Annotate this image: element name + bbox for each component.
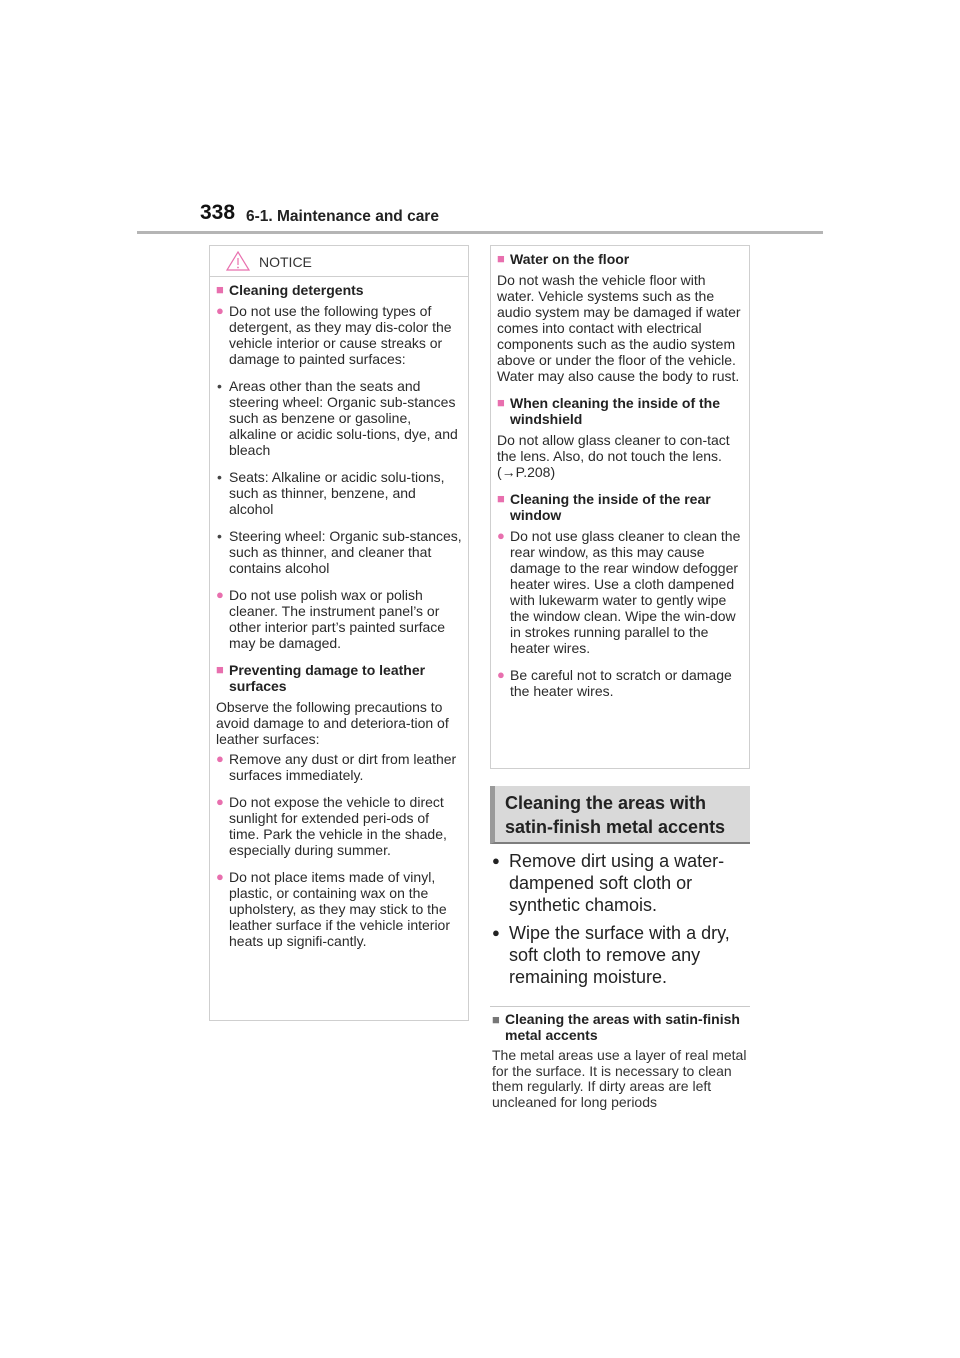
satin-step-2: ● Wipe the surface with a dry, soft cloth to remove any remaining moisture. [492, 922, 754, 988]
notice-content [210, 277, 468, 949]
page-number: 338 [200, 201, 236, 224]
windshield-text: Do not allow glass cleaner to con-tact the lens. Also, do not touch the lens. (→P.208) [497, 432, 730, 480]
leather-bullet-1: ● Remove any dust or dirt from leather surfaces immediately. [216, 751, 462, 783]
leather-intro: Observe the following precautions to avoid damage to and deteriora-tion of leather surfaces: [216, 699, 449, 747]
detergent-item-steering: • Steering wheel: Organic sub-stances, such as thinner, and cleaner that contains alcohol [216, 528, 462, 576]
leather-bullet-2: ● Do not expose the vehicle to direct sunlight for extended peri-ods of time. Park the vehicle in the shade, especially during summer. [216, 794, 462, 858]
rear-window-title: ■ Cleaning the inside of the rear window [497, 491, 743, 523]
windshield-title: ■ When cleaning the inside of the windshield [497, 395, 743, 427]
header-divider [137, 231, 823, 234]
floor-text: Do not wash the vehicle floor with water. Vehicle systems such as the audio system may be damaged if water comes into contact with electrical components such as the audio system above or under the floor of the vehicle. Water may also cause the body to rust. [497, 272, 741, 384]
notice-header [210, 246, 468, 277]
leather-title: ■ Preventing damage to leather surfaces [216, 662, 462, 694]
detergents-title: ■ Cleaning detergents [216, 282, 462, 298]
section-title: 6-1. Maintenance and care [246, 208, 439, 225]
rear-window-bullet-1: ● Do not use glass cleaner to clean the rear window, as this may cause damage to the rear window defogger heater wires. Use a cloth dampened with lukewarm water to gently wipe the window clean. Wipe the win-dow in strokes running parallel to the heater wires. [497, 528, 743, 656]
satin-info-block [492, 1012, 754, 1121]
leather-bullet-3: ● Do not place items made of vinyl, plastic, or containing wax on the upholstery, as they may stick to the leather surface if the vehicle interior heats up signifi-cantly. [216, 869, 462, 949]
notice-box [209, 245, 469, 1021]
notice-label: NOTICE [259, 254, 312, 270]
rear-window-bullet-2: ● Be careful not to scratch or damage the heater wires. [497, 667, 743, 699]
detergent-item-areas: • Areas other than the seats and steering wheel: Organic sub-stances such as benzene or gasoline, alkaline or acidic solu-tions, dye, and bleach [216, 378, 462, 458]
caution-box-right [490, 245, 750, 769]
floor-title: ■ Water on the floor [497, 251, 743, 267]
satin-section-heading: Cleaning the areas with satin-finish metal accents [490, 786, 750, 844]
detergents-bullet-2: ● Do not use polish wax or polish cleaner. The instrument panel’s or other interior part’s painted surface may be damaged. [216, 587, 462, 651]
subsection-divider [490, 1006, 750, 1007]
satin-step-1: ● Remove dirt using a water-dampened soft cloth or synthetic chamois. [492, 850, 754, 916]
satin-sub-text: The metal areas use a layer of real metal for the surface. It is necessary to clean them regularly. If dirty areas are left uncleaned for long periods [492, 1047, 747, 1110]
right-box-content [491, 246, 749, 699]
satin-sub-title: ■ Cleaning the areas with satin-finish metal accents [492, 1012, 754, 1043]
detergent-item-seats: • Seats: Alkaline or acidic solu-tions, such as thinner, benzene, and alcohol [216, 469, 462, 517]
detergents-bullet-1: ● Do not use the following types of detergent, as they may dis-color the vehicle interior or cause streaks or damage to painted surfaces: [216, 303, 462, 367]
warning-triangle-icon [225, 250, 251, 272]
satin-steps-list [492, 850, 754, 994]
